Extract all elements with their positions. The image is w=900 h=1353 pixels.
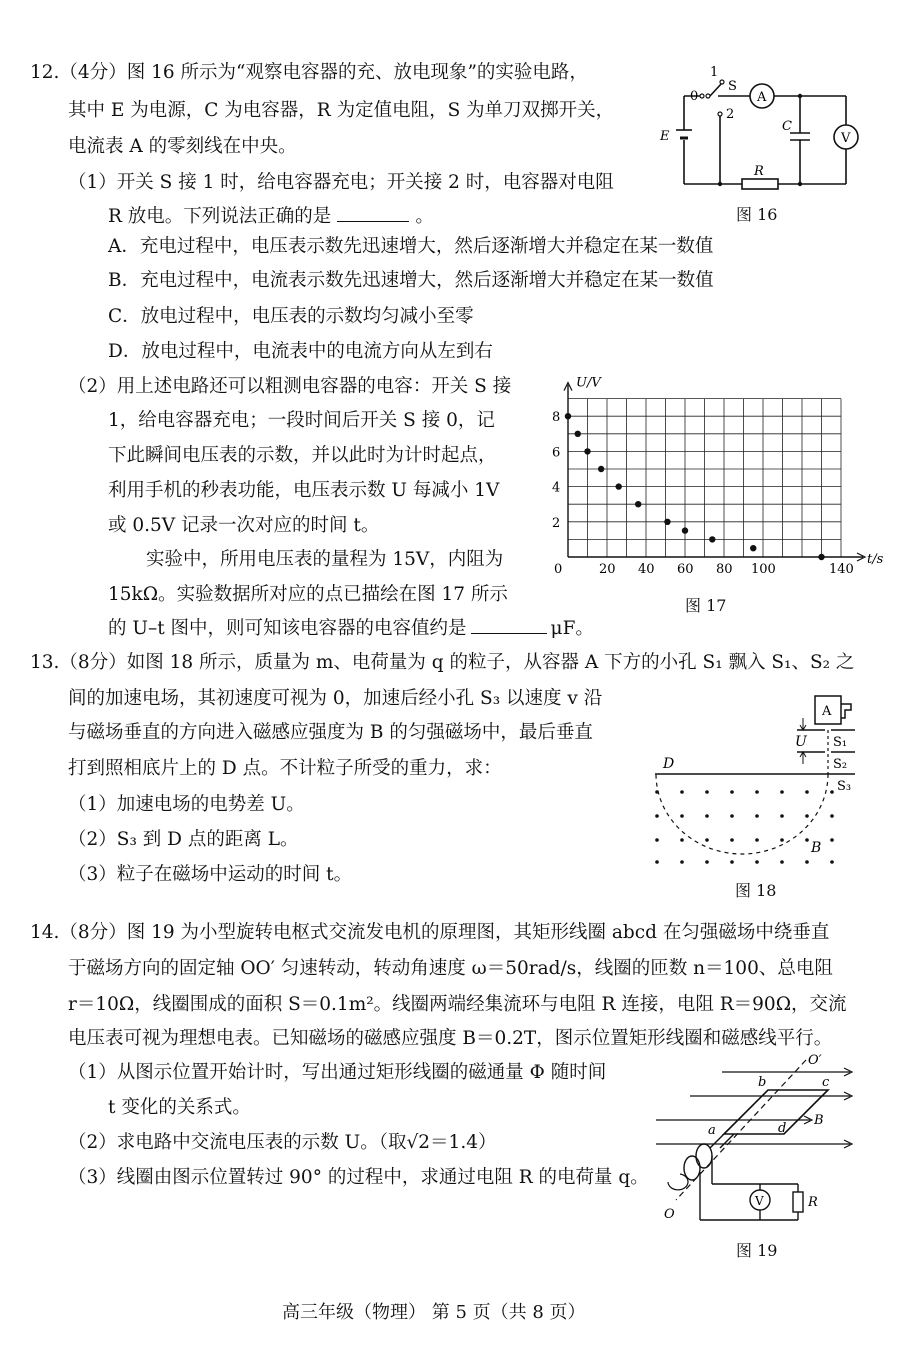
axis-o-prime-label: O′ — [808, 1053, 822, 1068]
corner-a-label: a — [708, 1123, 716, 1138]
q13-line-4: 打到照相底片上的 D 点。不计粒子所受的重力，求： — [68, 758, 502, 779]
corner-c-label: c — [822, 1075, 830, 1090]
q12-part2-line-8 — [108, 618, 594, 640]
capacitor-label: C — [782, 119, 792, 134]
resistor-label: R — [754, 164, 764, 179]
x-tick-label: 100 — [751, 562, 776, 577]
x-tick-label: 140 — [829, 562, 854, 577]
q12-part2-unit: μF。 — [550, 618, 594, 639]
field-dot — [755, 790, 759, 794]
container-a-label: A — [822, 704, 832, 719]
field-dot — [755, 860, 759, 864]
field-dot — [805, 838, 809, 842]
field-dot — [805, 814, 809, 818]
battery-label: E — [660, 129, 670, 144]
q14-line-3: r＝10Ω，线圈围成的面积 S＝0.1m²。线圈两端经集流环与电阻 R 连接，电阻 R＝90Ω，交流 — [68, 994, 847, 1015]
field-b-label: B — [814, 1113, 824, 1128]
data-point — [664, 519, 670, 525]
field-dot — [655, 790, 659, 794]
q14-line-4: 电压表可视为理想电表。已知磁场的磁感应强度 B＝0.2T，图示位置矩形线圈和磁感线平行。 — [68, 1028, 833, 1049]
q12-option-d: D．放电过程中，电流表中的电流方向从左到右 — [108, 341, 493, 362]
field-dot — [655, 814, 659, 818]
data-point — [709, 536, 715, 542]
q12-line-1: 12.（4分）图 16 所示为“观察电容器的充、放电现象”的实验电路， — [30, 62, 588, 83]
ammeter-label: A — [757, 90, 767, 105]
figure-19-caption: 图 19 — [736, 1241, 778, 1260]
field-dot — [680, 860, 684, 864]
q14-line-5: （1）从图示位置开始计时，写出通过矩形线圈的磁通量 Φ 随时间 — [68, 1062, 607, 1083]
resistor-icon — [742, 179, 778, 189]
y-tick-label: 6 — [552, 445, 561, 461]
field-dot — [755, 814, 759, 818]
switch-contact-2-label: 2 — [726, 107, 735, 122]
field-dot — [680, 814, 684, 818]
data-point — [682, 527, 688, 533]
q12-option-c: C．放电过程中，电压表的示数均匀减小至零 — [108, 306, 474, 327]
q14-line-8: （3）线圈由图示位置转过 90° 的过程中，求通过电阻 R 的电荷量 q。 — [68, 1167, 649, 1188]
q13-line-7: （3）粒子在磁场中运动的时间 t。 — [68, 864, 353, 885]
q12-option-b: B．充电过程中，电流表示数先迅速增大，然后逐渐增大并稳定在某一数值 — [108, 270, 714, 291]
q14-line-7: （2）求电路中交流电压表的示数 U。（取√2＝1.4） — [68, 1132, 497, 1153]
field-dot — [830, 814, 834, 818]
q12-line-2: 其中 E 为电源，C 为电容器，R 为定值电阻，S 为单刀双掷开关， — [68, 100, 615, 121]
field-dot — [830, 790, 834, 794]
q12-part2-prompt: 的 U–t 图中，则可知该电容器的电容值约是 — [108, 618, 467, 639]
field-dot — [780, 860, 784, 864]
field-dot — [830, 860, 834, 864]
data-point — [565, 413, 571, 419]
q12-part2-line-1: （2）用上述电路还可以粗测电容器的电容：开关 S 接 — [68, 376, 512, 397]
x-axis-label: t/s — [867, 552, 884, 567]
data-point — [584, 448, 590, 454]
field-dot — [730, 814, 734, 818]
y-tick-label: 8 — [552, 410, 561, 426]
q12-part2-line-5: 或 0.5V 记录一次对应的时间 t。 — [108, 515, 380, 536]
field-dot — [655, 838, 659, 842]
q12-option-a: A．充电过程中，电压表示数先迅速增大，然后逐渐增大并稳定在某一数值 — [108, 236, 714, 257]
field-dot — [705, 790, 709, 794]
point-d-label: D — [663, 756, 675, 772]
field-b-label: B — [811, 840, 822, 856]
field-dot — [780, 838, 784, 842]
q13-line-5: （1）加速电场的电势差 U。 — [68, 794, 305, 815]
y-tick-label: 4 — [552, 480, 561, 496]
resistor-r-icon — [793, 1192, 803, 1212]
field-dot — [805, 790, 809, 794]
slip-ring-1 — [696, 1144, 712, 1168]
axis-o-label: O — [664, 1207, 675, 1222]
field-dot — [730, 790, 734, 794]
data-point — [598, 466, 604, 472]
figure-16-caption: 图 16 — [736, 205, 778, 224]
corner-b-label: b — [758, 1075, 767, 1090]
x-tick-label: 20 — [599, 562, 616, 577]
q14-line-1: 14.（8分）图 19 为小型旋转电枢式交流发电机的原理图，其矩形线圈 abcd 在匀强磁场中绕垂直 — [30, 922, 830, 943]
q12-part1-line-2 — [108, 206, 434, 228]
q13-line-1: 13.（8分）如图 18 所示，质量为 m、电荷量为 q 的粒子，从容器 A 下方的小孔 S₁ 飘入 S₁、S₂ 之 — [30, 652, 855, 673]
field-dot — [680, 838, 684, 842]
q12-part1-end: 。 — [415, 206, 434, 227]
hole-s3-label: S₃ — [837, 779, 852, 794]
field-dot — [755, 838, 759, 842]
switch-blade-icon — [710, 83, 722, 96]
field-dot — [705, 814, 709, 818]
field-dot — [730, 838, 734, 842]
hole-s2-label: S₂ — [833, 757, 848, 772]
voltmeter-label: V — [755, 1194, 764, 1208]
voltmeter-label: V — [841, 131, 851, 146]
q12-part2-line-2: 1，给电容器充电；一段时间后开关 S 接 0，记 — [108, 410, 495, 431]
q12-part1-prompt: R 放电。下列说法正确的是 — [108, 206, 332, 227]
q12-part2-line-4: 利用手机的秒表功能，电压表示数 U 每减小 1V — [108, 480, 500, 501]
figure-17-caption: 图 17 — [685, 596, 727, 615]
data-point — [635, 501, 641, 507]
q14-line-6: t 变化的关系式。 — [108, 1097, 251, 1118]
figure-18-mass-spectrometer — [645, 690, 875, 870]
q14-line-2: 于磁场方向的固定轴 OO′ 匀速转动，转动角速度 ω＝50rad/s，线圈的匝数 n＝100、总电阻 — [68, 958, 833, 979]
hole-s1-label: S₁ — [833, 735, 848, 750]
data-point — [818, 554, 824, 560]
field-dot — [730, 860, 734, 864]
figure-19-generator — [650, 1052, 870, 1230]
q12-line-3: 电流表 A 的零刻线在中央。 — [68, 136, 297, 157]
q13-line-2: 间的加速电场，其初速度可视为 0，加速后经小孔 S₃ 以速度 v 沿 — [68, 688, 603, 709]
q12-part2-line-6: 实验中，所用电压表的量程为 15V，内阻为 — [146, 549, 504, 570]
y-tick-label: 2 — [552, 515, 561, 531]
origin-label: 0 — [554, 562, 563, 577]
switch-contact-0-label: 0 — [690, 89, 699, 104]
field-dot — [680, 790, 684, 794]
switch-contact-1-label: 1 — [710, 65, 719, 80]
answer-blank[interactable] — [337, 220, 409, 222]
q12-part2-line-3: 下此瞬间电压表的示数，并以此时为计时起点， — [108, 445, 497, 466]
data-point — [616, 483, 622, 489]
figure-16-circuit — [650, 60, 870, 195]
q13-line-6: （2）S₃ 到 D 点的距离 L。 — [68, 829, 299, 850]
field-dot — [705, 860, 709, 864]
field-dot — [780, 814, 784, 818]
page-footer: 高三年级（物理） 第 5 页（共 8 页） — [282, 1302, 586, 1323]
q12-part1-line-1: （1）开关 S 接 1 时，给电容器充电；开关接 2 时，电容器对电阻 — [68, 172, 614, 193]
answer-blank[interactable] — [471, 632, 547, 634]
y-axis-label: U/V — [576, 375, 601, 391]
data-point — [575, 431, 581, 437]
x-tick-label: 40 — [638, 562, 655, 577]
x-tick-label: 60 — [677, 562, 694, 577]
resistor-r-label: R — [808, 1195, 818, 1210]
field-dot — [655, 860, 659, 864]
x-tick-label: 80 — [716, 562, 733, 577]
slip-ring-2 — [684, 1156, 700, 1180]
field-dot — [780, 790, 784, 794]
switch-label: S — [728, 79, 737, 94]
field-dot — [830, 838, 834, 842]
particle-trajectory — [656, 774, 828, 854]
voltage-u-label: U — [795, 734, 807, 750]
figure-17-chart — [540, 362, 884, 587]
q12-part2-line-7: 15kΩ。实验数据所对应的点已描绘在图 17 所示 — [108, 584, 508, 605]
figure-18-caption: 图 18 — [735, 881, 777, 900]
field-dot — [705, 838, 709, 842]
q13-line-3: 与磁场垂直的方向进入磁感应强度为 B 的匀强磁场中，最后垂直 — [68, 722, 593, 743]
data-point — [750, 545, 756, 551]
field-dot — [805, 860, 809, 864]
corner-d-label: d — [778, 1121, 787, 1136]
